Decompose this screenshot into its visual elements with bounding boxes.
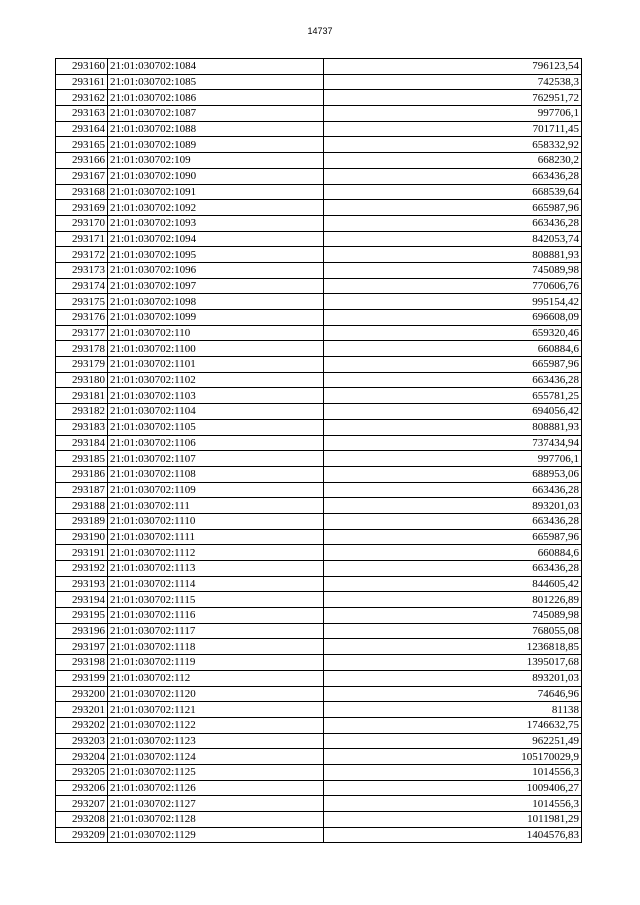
row-number-cell: 293177	[56, 325, 108, 341]
row-number-cell: 293187	[56, 482, 108, 498]
table-row	[56, 247, 582, 263]
cadastral-number-cell: 21:01:030702:1126	[108, 780, 324, 796]
cadastral-value-cell: 696608,09	[324, 310, 582, 326]
table-row	[56, 215, 582, 231]
cadastral-value-cell: 105170029,9	[324, 749, 582, 765]
table-row	[56, 137, 582, 153]
table-row	[56, 827, 582, 843]
row-number-cell: 293185	[56, 451, 108, 467]
cadastral-value-cell: 668539,64	[324, 184, 582, 200]
cadastral-value-cell: 893201,03	[324, 498, 582, 514]
cadastral-number-cell: 21:01:030702:1125	[108, 764, 324, 780]
cadastral-number-cell: 21:01:030702:1108	[108, 466, 324, 482]
cadastral-value-cell: 1014556,3	[324, 796, 582, 812]
table-row	[56, 59, 582, 75]
row-number-cell: 293200	[56, 686, 108, 702]
cadastral-number-cell: 21:01:030702:1088	[108, 121, 324, 137]
cadastral-number-cell: 21:01:030702:1127	[108, 796, 324, 812]
table-row	[56, 310, 582, 326]
cadastral-number-cell: 21:01:030702:111	[108, 498, 324, 514]
cadastral-number-cell: 21:01:030702:1094	[108, 231, 324, 247]
table-row	[56, 482, 582, 498]
row-number-cell: 293193	[56, 576, 108, 592]
cadastral-number-cell: 21:01:030702:1102	[108, 372, 324, 388]
cadastral-value-table	[55, 58, 582, 843]
cadastral-value-cell: 801226,89	[324, 592, 582, 608]
row-number-cell: 293207	[56, 796, 108, 812]
table-row	[56, 388, 582, 404]
cadastral-number-cell: 21:01:030702:1084	[108, 59, 324, 75]
table-row	[56, 153, 582, 169]
table-row	[56, 168, 582, 184]
row-number-cell: 293182	[56, 404, 108, 420]
cadastral-number-cell: 21:01:030702:1086	[108, 90, 324, 106]
row-number-cell: 293172	[56, 247, 108, 263]
cadastral-value-cell: 997706,1	[324, 451, 582, 467]
cadastral-value-cell: 962251,49	[324, 733, 582, 749]
row-number-cell: 293206	[56, 780, 108, 796]
cadastral-number-cell: 21:01:030702:112	[108, 670, 324, 686]
cadastral-number-cell: 21:01:030702:1087	[108, 106, 324, 122]
table-row	[56, 655, 582, 671]
row-number-cell: 293199	[56, 670, 108, 686]
row-number-cell: 293178	[56, 341, 108, 357]
table-row	[56, 529, 582, 545]
cadastral-value-cell: 663436,28	[324, 168, 582, 184]
cadastral-number-cell: 21:01:030702:1097	[108, 278, 324, 294]
cadastral-number-cell: 21:01:030702:1111	[108, 529, 324, 545]
cadastral-value-cell: 1009406,27	[324, 780, 582, 796]
row-number-cell: 293186	[56, 466, 108, 482]
row-number-cell: 293165	[56, 137, 108, 153]
cadastral-value-cell: 768055,08	[324, 623, 582, 639]
cadastral-number-cell: 21:01:030702:1104	[108, 404, 324, 420]
row-number-cell: 293164	[56, 121, 108, 137]
table-row	[56, 513, 582, 529]
table-row	[56, 670, 582, 686]
cadastral-number-cell: 21:01:030702:110	[108, 325, 324, 341]
cadastral-value-cell: 74646,96	[324, 686, 582, 702]
cadastral-value-cell: 844605,42	[324, 576, 582, 592]
cadastral-number-cell: 21:01:030702:1128	[108, 812, 324, 828]
cadastral-number-cell: 21:01:030702:1092	[108, 200, 324, 216]
cadastral-number-cell: 21:01:030702:1101	[108, 357, 324, 373]
page-number: 14737	[307, 26, 333, 36]
row-number-cell: 293181	[56, 388, 108, 404]
table-row	[56, 231, 582, 247]
row-number-cell: 293204	[56, 749, 108, 765]
table-row	[56, 106, 582, 122]
row-number-cell: 293169	[56, 200, 108, 216]
row-number-cell: 293179	[56, 357, 108, 373]
row-number-cell: 293189	[56, 513, 108, 529]
cadastral-value-cell: 694056,42	[324, 404, 582, 420]
cadastral-number-cell: 21:01:030702:1129	[108, 827, 324, 843]
row-number-cell: 293175	[56, 294, 108, 310]
cadastral-number-cell: 21:01:030702:1089	[108, 137, 324, 153]
cadastral-value-cell: 762951,72	[324, 90, 582, 106]
cadastral-value-cell: 745089,98	[324, 608, 582, 624]
row-number-cell: 293183	[56, 419, 108, 435]
table-row	[56, 561, 582, 577]
table-row	[56, 545, 582, 561]
cadastral-value-cell: 663436,28	[324, 561, 582, 577]
row-number-cell: 293190	[56, 529, 108, 545]
cadastral-number-cell: 21:01:030702:1115	[108, 592, 324, 608]
cadastral-value-cell: 796123,54	[324, 59, 582, 75]
cadastral-number-cell: 21:01:030702:1099	[108, 310, 324, 326]
table-row	[56, 796, 582, 812]
table-row	[56, 466, 582, 482]
row-number-cell: 293195	[56, 608, 108, 624]
row-number-cell: 293191	[56, 545, 108, 561]
row-number-cell: 293208	[56, 812, 108, 828]
cadastral-value-cell: 668230,2	[324, 153, 582, 169]
cadastral-value-cell: 655781,25	[324, 388, 582, 404]
row-number-cell: 293205	[56, 764, 108, 780]
row-number-cell: 293209	[56, 827, 108, 843]
cadastral-number-cell: 21:01:030702:1119	[108, 655, 324, 671]
cadastral-value-cell: 737434,94	[324, 435, 582, 451]
cadastral-value-cell: 658332,92	[324, 137, 582, 153]
row-number-cell: 293196	[56, 623, 108, 639]
cadastral-number-cell: 21:01:030702:1123	[108, 733, 324, 749]
row-number-cell: 293170	[56, 215, 108, 231]
table-row	[56, 576, 582, 592]
row-number-cell: 293162	[56, 90, 108, 106]
table-row	[56, 372, 582, 388]
cadastral-number-cell: 21:01:030702:1109	[108, 482, 324, 498]
row-number-cell: 293163	[56, 106, 108, 122]
cadastral-value-cell: 660884,6	[324, 545, 582, 561]
cadastral-value-cell: 663436,28	[324, 513, 582, 529]
cadastral-number-cell: 21:01:030702:1105	[108, 419, 324, 435]
row-number-cell: 293188	[56, 498, 108, 514]
cadastral-value-cell: 1404576,83	[324, 827, 582, 843]
cadastral-value-cell: 1746632,75	[324, 717, 582, 733]
cadastral-value-cell: 81138	[324, 702, 582, 718]
table-row	[56, 592, 582, 608]
cadastral-value-cell: 660884,6	[324, 341, 582, 357]
table-row	[56, 294, 582, 310]
row-number-cell: 293180	[56, 372, 108, 388]
cadastral-value-cell: 808881,93	[324, 419, 582, 435]
cadastral-number-cell: 21:01:030702:1090	[108, 168, 324, 184]
cadastral-number-cell: 21:01:030702:1096	[108, 262, 324, 278]
cadastral-value-cell: 663436,28	[324, 482, 582, 498]
row-number-cell: 293171	[56, 231, 108, 247]
table-row	[56, 702, 582, 718]
cadastral-value-cell: 1011981,29	[324, 812, 582, 828]
row-number-cell: 293173	[56, 262, 108, 278]
row-number-cell: 293201	[56, 702, 108, 718]
cadastral-number-cell: 21:01:030702:1118	[108, 639, 324, 655]
cadastral-number-cell: 21:01:030702:1091	[108, 184, 324, 200]
cadastral-number-cell: 21:01:030702:1120	[108, 686, 324, 702]
cadastral-number-cell: 21:01:030702:109	[108, 153, 324, 169]
cadastral-number-cell: 21:01:030702:1095	[108, 247, 324, 263]
cadastral-value-cell: 663436,28	[324, 215, 582, 231]
row-number-cell: 293168	[56, 184, 108, 200]
cadastral-value-cell: 665987,96	[324, 529, 582, 545]
cadastral-number-cell: 21:01:030702:1098	[108, 294, 324, 310]
cadastral-value-cell: 1236818,85	[324, 639, 582, 655]
cadastral-value-cell: 701711,45	[324, 121, 582, 137]
cadastral-number-cell: 21:01:030702:1106	[108, 435, 324, 451]
table-row	[56, 498, 582, 514]
row-number-cell: 293174	[56, 278, 108, 294]
cadastral-value-cell: 995154,42	[324, 294, 582, 310]
table-row	[56, 184, 582, 200]
row-number-cell: 293203	[56, 733, 108, 749]
table-row	[56, 357, 582, 373]
table-row	[56, 262, 582, 278]
table-row	[56, 717, 582, 733]
cadastral-value-cell: 770606,76	[324, 278, 582, 294]
table-body	[56, 59, 582, 843]
cadastral-value-cell: 1014556,3	[324, 764, 582, 780]
cadastral-value-cell: 842053,74	[324, 231, 582, 247]
row-number-cell: 293166	[56, 153, 108, 169]
table-row	[56, 451, 582, 467]
table-row	[56, 780, 582, 796]
cadastral-number-cell: 21:01:030702:1124	[108, 749, 324, 765]
row-number-cell: 293194	[56, 592, 108, 608]
cadastral-number-cell: 21:01:030702:1110	[108, 513, 324, 529]
cadastral-number-cell: 21:01:030702:1112	[108, 545, 324, 561]
cadastral-value-cell: 808881,93	[324, 247, 582, 263]
cadastral-number-cell: 21:01:030702:1114	[108, 576, 324, 592]
table-row	[56, 419, 582, 435]
row-number-cell: 293198	[56, 655, 108, 671]
row-number-cell: 293160	[56, 59, 108, 75]
row-number-cell: 293192	[56, 561, 108, 577]
cadastral-value-cell: 893201,03	[324, 670, 582, 686]
cadastral-value-cell: 665987,96	[324, 200, 582, 216]
cadastral-number-cell: 21:01:030702:1103	[108, 388, 324, 404]
cadastral-value-cell: 665987,96	[324, 357, 582, 373]
table-row	[56, 200, 582, 216]
table-row	[56, 764, 582, 780]
table-row	[56, 639, 582, 655]
row-number-cell: 293176	[56, 310, 108, 326]
cadastral-value-cell: 742538,3	[324, 74, 582, 90]
cadastral-number-cell: 21:01:030702:1121	[108, 702, 324, 718]
cadastral-value-cell: 1395017,68	[324, 655, 582, 671]
row-number-cell: 293184	[56, 435, 108, 451]
table-row	[56, 121, 582, 137]
row-number-cell: 293202	[56, 717, 108, 733]
table-row	[56, 686, 582, 702]
cadastral-value-cell: 663436,28	[324, 372, 582, 388]
table-row	[56, 608, 582, 624]
row-number-cell: 293167	[56, 168, 108, 184]
row-number-cell: 293161	[56, 74, 108, 90]
row-number-cell: 293197	[56, 639, 108, 655]
cadastral-number-cell: 21:01:030702:1100	[108, 341, 324, 357]
table-row	[56, 74, 582, 90]
cadastral-value-cell: 659320,46	[324, 325, 582, 341]
cadastral-number-cell: 21:01:030702:1116	[108, 608, 324, 624]
table-row	[56, 435, 582, 451]
cadastral-number-cell: 21:01:030702:1122	[108, 717, 324, 733]
cadastral-number-cell: 21:01:030702:1107	[108, 451, 324, 467]
table-row	[56, 812, 582, 828]
table-row	[56, 623, 582, 639]
table-row	[56, 404, 582, 420]
cadastral-number-cell: 21:01:030702:1113	[108, 561, 324, 577]
table-row	[56, 325, 582, 341]
cadastral-value-cell: 688953,06	[324, 466, 582, 482]
cadastral-number-cell: 21:01:030702:1085	[108, 74, 324, 90]
table-row	[56, 733, 582, 749]
table-row	[56, 90, 582, 106]
table-row	[56, 749, 582, 765]
cadastral-value-cell: 997706,1	[324, 106, 582, 122]
table-row	[56, 278, 582, 294]
cadastral-number-cell: 21:01:030702:1117	[108, 623, 324, 639]
cadastral-number-cell: 21:01:030702:1093	[108, 215, 324, 231]
table-row	[56, 341, 582, 357]
cadastral-value-cell: 745089,98	[324, 262, 582, 278]
